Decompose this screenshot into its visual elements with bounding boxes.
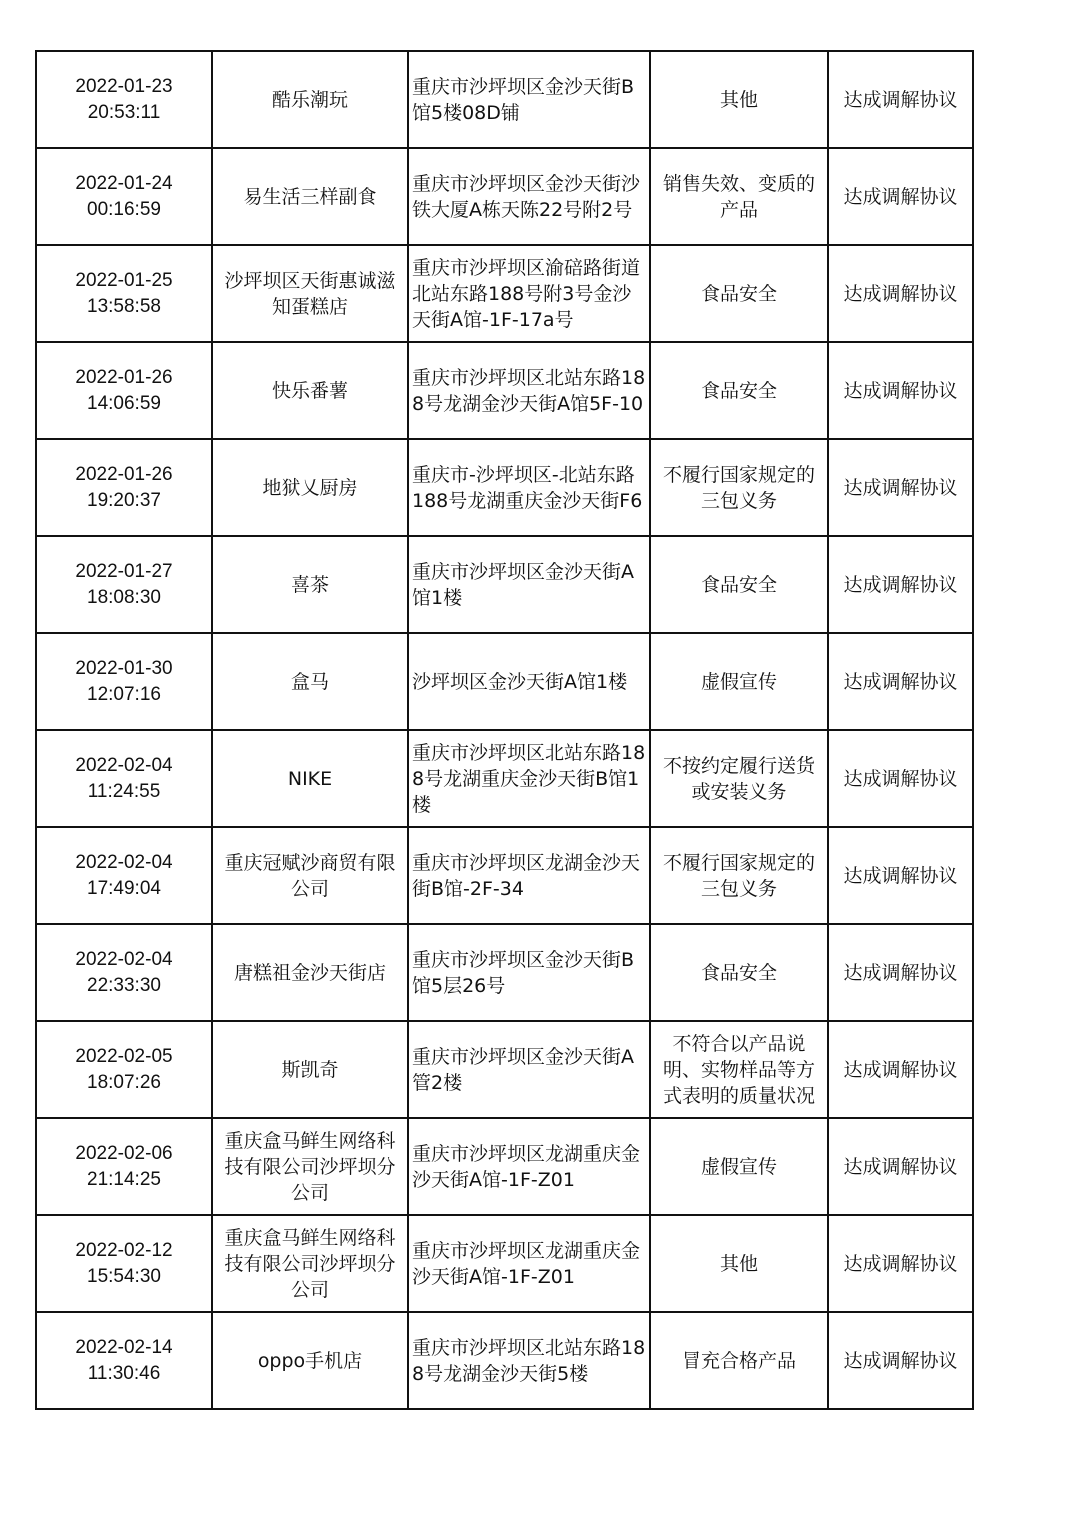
date-text: 2022-02-14 bbox=[75, 1336, 173, 1358]
complaint-records-table bbox=[35, 50, 974, 1410]
cell-merchant bbox=[212, 148, 408, 245]
cell-result bbox=[828, 730, 973, 827]
date-text: 2022-01-27 bbox=[75, 560, 173, 582]
cell-issue bbox=[650, 827, 828, 924]
date-text: 2022-02-04 bbox=[75, 754, 173, 776]
cell-datetime bbox=[36, 730, 212, 827]
table-row bbox=[36, 51, 973, 148]
cell-result bbox=[828, 827, 973, 924]
cell-datetime bbox=[36, 1215, 212, 1312]
issue-text: 其他 bbox=[719, 1252, 758, 1275]
date-text: 2022-01-30 bbox=[75, 657, 173, 679]
table-row bbox=[36, 827, 973, 924]
time-text: 11:24:55 bbox=[87, 780, 161, 802]
cell-address bbox=[408, 1118, 650, 1215]
cell-issue bbox=[650, 148, 828, 245]
result-text: 达成调解协议 bbox=[843, 282, 958, 305]
cell-datetime bbox=[36, 633, 212, 730]
result-text: 达成调解协议 bbox=[843, 1252, 958, 1275]
cell-issue bbox=[650, 342, 828, 439]
table-row bbox=[36, 924, 973, 1021]
merchant-text: 喜茶 bbox=[290, 573, 329, 596]
result-text: 达成调解协议 bbox=[843, 88, 958, 111]
cell-address bbox=[408, 148, 650, 245]
cell-address bbox=[408, 730, 650, 827]
cell-result bbox=[828, 342, 973, 439]
merchant-text: 沙坪坝区天街惠诚滋知蛋糕店 bbox=[224, 269, 396, 318]
address-text: 重庆市沙坪坝区金沙天街沙铁大厦A栋天陈22号附2号 bbox=[412, 172, 641, 221]
cell-address bbox=[408, 51, 650, 148]
address-text: 重庆市沙坪坝区龙湖重庆金沙天街A馆-1F-Z01 bbox=[412, 1142, 641, 1191]
merchant-text: 易生活三样副食 bbox=[243, 185, 377, 208]
result-text: 达成调解协议 bbox=[843, 1058, 958, 1081]
cell-result bbox=[828, 536, 973, 633]
time-text: 22:33:30 bbox=[87, 974, 161, 996]
cell-issue bbox=[650, 730, 828, 827]
time-text: 18:07:26 bbox=[87, 1071, 161, 1093]
cell-address bbox=[408, 924, 650, 1021]
address-text: 重庆市沙坪坝区北站东路188号龙湖金沙天街5楼 bbox=[412, 1336, 646, 1385]
table-row bbox=[36, 1215, 973, 1312]
cell-result bbox=[828, 245, 973, 342]
cell-merchant bbox=[212, 1118, 408, 1215]
table-row bbox=[36, 342, 973, 439]
merchant-text: 唐糕祖金沙天街店 bbox=[233, 961, 386, 984]
cell-datetime bbox=[36, 1118, 212, 1215]
cell-merchant bbox=[212, 924, 408, 1021]
cell-datetime bbox=[36, 51, 212, 148]
address-text: 重庆市沙坪坝区金沙天街A馆1楼 bbox=[412, 560, 634, 609]
table-row bbox=[36, 245, 973, 342]
result-text: 达成调解协议 bbox=[843, 670, 958, 693]
address-text: 重庆市沙坪坝区龙湖重庆金沙天街A馆-1F-Z01 bbox=[412, 1239, 641, 1288]
address-text: 重庆市-沙坪坝区-北站东路188号龙湖重庆金沙天街F6 bbox=[412, 463, 643, 512]
date-text: 2022-02-04 bbox=[75, 948, 173, 970]
issue-text: 食品安全 bbox=[700, 379, 777, 402]
cell-result bbox=[828, 1215, 973, 1312]
cell-result bbox=[828, 1312, 973, 1409]
issue-text: 虚假宣传 bbox=[700, 1155, 777, 1178]
cell-address bbox=[408, 1021, 650, 1118]
time-text: 14:06:59 bbox=[87, 392, 161, 414]
cell-merchant bbox=[212, 633, 408, 730]
date-text: 2022-02-05 bbox=[75, 1045, 173, 1067]
issue-text: 虚假宣传 bbox=[700, 670, 777, 693]
cell-issue bbox=[650, 51, 828, 148]
date-text: 2022-02-12 bbox=[75, 1239, 173, 1261]
issue-text: 不符合以产品说明、实物样品等方式表明的质量状况 bbox=[662, 1032, 815, 1107]
cell-merchant bbox=[212, 439, 408, 536]
cell-merchant bbox=[212, 730, 408, 827]
time-text: 21:14:25 bbox=[87, 1168, 161, 1190]
address-text: 重庆市沙坪坝区金沙天街B馆5楼08D铺 bbox=[412, 75, 635, 124]
address-text: 重庆市沙坪坝区龙湖金沙天街B馆-2F-34 bbox=[412, 851, 641, 900]
date-text: 2022-01-24 bbox=[75, 172, 173, 194]
cell-issue bbox=[650, 633, 828, 730]
table-row bbox=[36, 730, 973, 827]
table-row bbox=[36, 536, 973, 633]
table-row bbox=[36, 1312, 973, 1409]
time-text: 15:54:30 bbox=[87, 1265, 161, 1287]
address-text: 沙坪坝区金沙天街A馆1楼 bbox=[412, 670, 628, 693]
time-text: 12:07:16 bbox=[87, 683, 161, 705]
time-text: 18:08:30 bbox=[87, 586, 161, 608]
cell-merchant bbox=[212, 1021, 408, 1118]
cell-merchant bbox=[212, 51, 408, 148]
cell-issue bbox=[650, 439, 828, 536]
time-text: 17:49:04 bbox=[87, 877, 161, 899]
cell-datetime bbox=[36, 827, 212, 924]
cell-result bbox=[828, 1118, 973, 1215]
result-text: 达成调解协议 bbox=[843, 379, 958, 402]
address-text: 重庆市沙坪坝区渝碚路街道北站东路188号附3号金沙天街A馆-1F-17a号 bbox=[412, 256, 641, 331]
cell-issue bbox=[650, 924, 828, 1021]
cell-address bbox=[408, 342, 650, 439]
cell-address bbox=[408, 827, 650, 924]
merchant-text: 酷乐潮玩 bbox=[271, 88, 348, 111]
cell-merchant bbox=[212, 536, 408, 633]
cell-datetime bbox=[36, 148, 212, 245]
issue-text: 冒充合格产品 bbox=[681, 1349, 796, 1372]
cell-issue bbox=[650, 1312, 828, 1409]
address-text: 重庆市沙坪坝区北站东路188号龙湖金沙天街A馆5F-10 bbox=[412, 366, 646, 415]
cell-result bbox=[828, 439, 973, 536]
cell-result bbox=[828, 633, 973, 730]
result-text: 达成调解协议 bbox=[843, 961, 958, 984]
cell-merchant bbox=[212, 245, 408, 342]
cell-result bbox=[828, 51, 973, 148]
cell-merchant bbox=[212, 1312, 408, 1409]
address-text: 重庆市沙坪坝区金沙天街B馆5层26号 bbox=[412, 948, 635, 997]
merchant-text: 重庆冠赋沙商贸有限公司 bbox=[224, 851, 396, 900]
cell-address bbox=[408, 1215, 650, 1312]
cell-issue bbox=[650, 1215, 828, 1312]
merchant-text: 快乐番薯 bbox=[271, 379, 348, 402]
result-text: 达成调解协议 bbox=[843, 573, 958, 596]
result-text: 达成调解协议 bbox=[843, 767, 958, 790]
date-text: 2022-01-25 bbox=[75, 269, 173, 291]
table-row bbox=[36, 1021, 973, 1118]
cell-issue bbox=[650, 245, 828, 342]
issue-text: 食品安全 bbox=[700, 573, 777, 596]
cell-datetime bbox=[36, 536, 212, 633]
cell-datetime bbox=[36, 1312, 212, 1409]
merchant-text: oppo手机店 bbox=[257, 1349, 363, 1372]
issue-text: 食品安全 bbox=[700, 961, 777, 984]
time-text: 13:58:58 bbox=[87, 295, 161, 317]
date-text: 2022-02-04 bbox=[75, 851, 173, 873]
cell-result bbox=[828, 924, 973, 1021]
time-text: 19:20:37 bbox=[87, 489, 161, 511]
cell-datetime bbox=[36, 342, 212, 439]
result-text: 达成调解协议 bbox=[843, 1155, 958, 1178]
cell-address bbox=[408, 245, 650, 342]
result-text: 达成调解协议 bbox=[843, 476, 958, 499]
cell-datetime bbox=[36, 245, 212, 342]
time-text: 11:30:46 bbox=[87, 1362, 161, 1384]
issue-text: 其他 bbox=[719, 88, 758, 111]
cell-issue bbox=[650, 536, 828, 633]
merchant-text: 重庆盒马鲜生网络科技有限公司沙坪坝分公司 bbox=[224, 1129, 396, 1204]
merchant-text: NIKE bbox=[287, 767, 333, 790]
cell-address bbox=[408, 1312, 650, 1409]
address-text: 重庆市沙坪坝区金沙天街A管2楼 bbox=[412, 1045, 634, 1094]
cell-result bbox=[828, 1021, 973, 1118]
cell-merchant bbox=[212, 342, 408, 439]
cell-datetime bbox=[36, 1021, 212, 1118]
merchant-text: 斯凯奇 bbox=[281, 1058, 339, 1081]
cell-issue bbox=[650, 1021, 828, 1118]
table-row bbox=[36, 148, 973, 245]
address-text: 重庆市沙坪坝区北站东路188号龙湖重庆金沙天街B馆1楼 bbox=[412, 741, 646, 816]
merchant-text: 盒马 bbox=[290, 670, 329, 693]
table-row bbox=[36, 439, 973, 536]
cell-merchant bbox=[212, 1215, 408, 1312]
cell-address bbox=[408, 536, 650, 633]
issue-text: 不履行国家规定的三包义务 bbox=[662, 463, 815, 512]
time-text: 00:16:59 bbox=[87, 198, 161, 220]
cell-datetime bbox=[36, 924, 212, 1021]
issue-text: 销售失效、变质的产品 bbox=[662, 172, 815, 221]
date-text: 2022-01-26 bbox=[75, 463, 173, 485]
cell-issue bbox=[650, 1118, 828, 1215]
date-text: 2022-01-23 bbox=[75, 75, 173, 97]
table-row bbox=[36, 1118, 973, 1215]
cell-merchant bbox=[212, 827, 408, 924]
cell-address bbox=[408, 439, 650, 536]
result-text: 达成调解协议 bbox=[843, 1349, 958, 1372]
date-text: 2022-01-26 bbox=[75, 366, 173, 388]
issue-text: 食品安全 bbox=[700, 282, 777, 305]
table-body bbox=[36, 51, 973, 1409]
issue-text: 不按约定履行送货或安装义务 bbox=[662, 754, 815, 803]
cell-result bbox=[828, 148, 973, 245]
result-text: 达成调解协议 bbox=[843, 864, 958, 887]
time-text: 20:53:11 bbox=[87, 101, 161, 123]
merchant-text: 重庆盒马鲜生网络科技有限公司沙坪坝分公司 bbox=[224, 1226, 396, 1301]
cell-datetime bbox=[36, 439, 212, 536]
table-row bbox=[36, 633, 973, 730]
merchant-text: 地狱乂厨房 bbox=[262, 476, 358, 499]
cell-address bbox=[408, 633, 650, 730]
issue-text: 不履行国家规定的三包义务 bbox=[662, 851, 815, 900]
date-text: 2022-02-06 bbox=[75, 1142, 173, 1164]
result-text: 达成调解协议 bbox=[843, 185, 958, 208]
